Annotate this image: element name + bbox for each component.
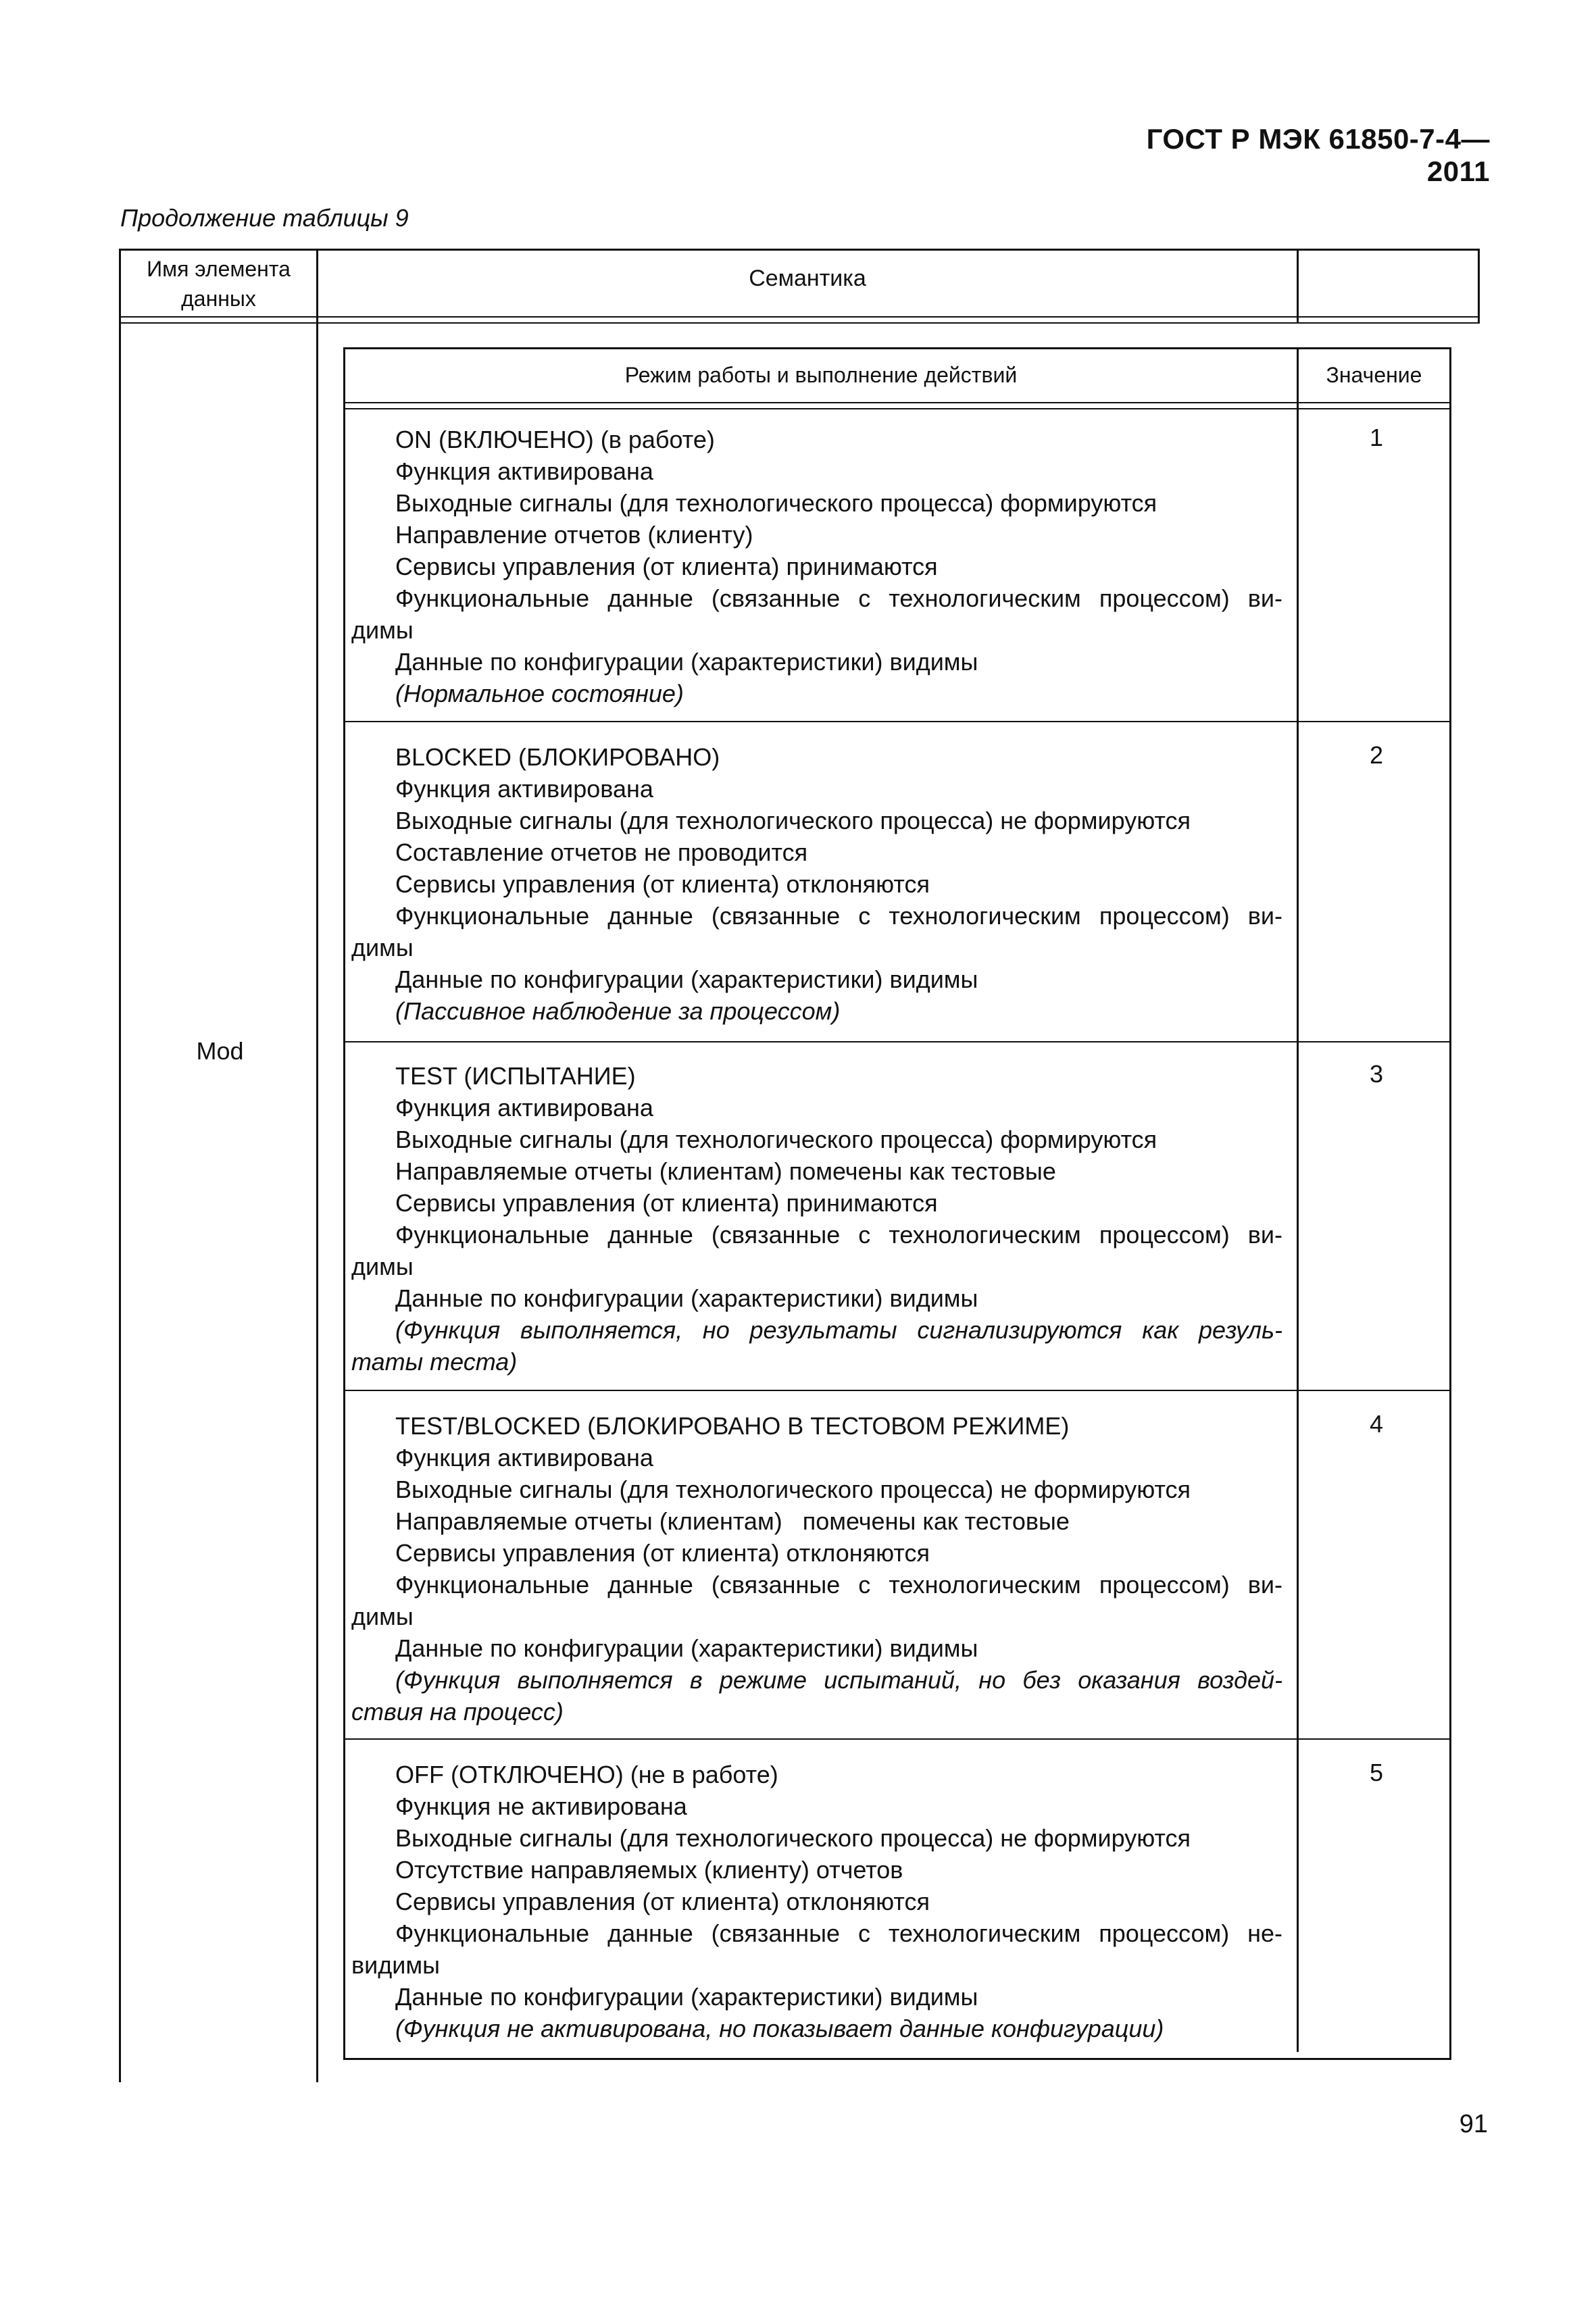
mode-entry-off xyxy=(351,1759,1282,2044)
entry-line: TEST/BLOCKED (БЛОКИРОВАНО В ТЕСТОВОМ РЕЖИМЕ) xyxy=(395,1412,1070,1440)
entry-line: Выходные сигналы (для технологического процесса) не формируются xyxy=(395,807,1191,834)
row-separator xyxy=(343,721,1451,722)
outer-right-border xyxy=(1478,249,1480,323)
inner-top-border xyxy=(343,347,1451,349)
entry-line: Данные по конфигурации (характеристики) видимы xyxy=(395,1983,978,2011)
entry-line: Направляемые отчеты (клиентам) помечены как тестовые xyxy=(395,1157,1056,1185)
entry-line: Функция активирована xyxy=(395,457,653,485)
entry-line: Функциональные данные (связанные с технологическим процессом) ви- xyxy=(395,1571,1282,1599)
inner-col-divider xyxy=(1297,347,1299,2052)
entry-line: Данные по конфигурации (характеристики) видимы xyxy=(395,648,978,676)
mode-value: 4 xyxy=(1369,1410,1384,1438)
entry-line: димы xyxy=(351,934,414,961)
row-separator xyxy=(343,1738,1451,1740)
entry-line: Сервисы управления (от клиента) отклоняются xyxy=(395,1539,930,1567)
entry-line: ствия на процесс) xyxy=(351,1698,564,1726)
inner-bottom-border xyxy=(343,2058,1451,2060)
entry-line: Функциональные данные (связанные с технологическим процессом) ви- xyxy=(395,902,1282,930)
mode-value: 2 xyxy=(1369,741,1384,769)
entry-line: Сервисы управления (от клиента) принимаются xyxy=(395,553,938,580)
entry-line: Функция не активирована xyxy=(395,1792,687,1820)
entry-line: (Функция не активирована, но показывает данные конфигурации) xyxy=(395,2015,1164,2042)
entry-line: димы xyxy=(351,616,414,644)
outer-top-border xyxy=(119,249,1480,251)
entry-line: таты теста) xyxy=(351,1348,518,1376)
entry-line: Выходные сигналы (для технологического процесса) не формируются xyxy=(395,1476,1191,1503)
data-element-name: Mod xyxy=(196,1037,244,1065)
entry-line: Функциональные данные (связанные с технологическим процессом) не- xyxy=(395,1919,1282,1947)
entry-line: Выходные сигналы (для технологического процесса) формируются xyxy=(395,1126,1157,1153)
col-divider-name xyxy=(316,249,318,2082)
entry-line: TEST (ИСПЫТАНИЕ) xyxy=(395,1062,636,1090)
inner-header-value-text: Значение xyxy=(1326,363,1422,387)
document-standard-title: ГОСТ Р МЭК 61850-7-4—2011 xyxy=(1146,123,1490,187)
inner-header-rule-2 xyxy=(343,408,1451,409)
entry-line: Данные по конфигурации (характеристики) видимы xyxy=(395,1634,978,1662)
inner-header-mode-text: Режим работы и выполнение действий xyxy=(624,363,1018,387)
entry-line: Функциональные данные (связанные с технологическим процессом) ви- xyxy=(395,1221,1282,1249)
header-double-rule-1 xyxy=(119,316,1480,318)
entry-line: Сервисы управления (от клиента) отклоняются xyxy=(395,870,930,898)
column-header-semantics-text: Семантика xyxy=(749,266,866,291)
inner-header-value xyxy=(1299,360,1449,390)
row-separator xyxy=(343,1390,1451,1391)
mode-entry-test xyxy=(351,1060,1282,1378)
mode-value: 5 xyxy=(1369,1759,1384,1786)
col-divider-value-head xyxy=(1297,249,1299,323)
mode-value: 1 xyxy=(1369,424,1384,451)
column-header-name xyxy=(121,254,316,313)
mode-entry-blocked xyxy=(351,741,1282,1027)
entry-line: Выходные сигналы (для технологического процесса) формируются xyxy=(395,489,1157,517)
entry-line: Функция активирована xyxy=(395,1444,653,1472)
entry-line: Выходные сигналы (для технологического процесса) не формируются xyxy=(395,1824,1191,1852)
entry-line: Составление отчетов не проводится xyxy=(395,838,808,866)
entry-line: Сервисы управления (от клиента) принимаются xyxy=(395,1189,938,1217)
mode-entry-test-blocked xyxy=(351,1410,1282,1728)
entry-line: Функция активирована xyxy=(395,1094,653,1122)
entry-line: (Функция выполняется в режиме испытаний, но без оказания воздей- xyxy=(395,1666,1282,1694)
entry-line: (Пассивное наблюдение за процессом) xyxy=(395,997,841,1025)
header-double-rule-2 xyxy=(119,322,1480,324)
entry-line: Направление отчетов (клиенту) xyxy=(395,521,753,549)
inner-left-border xyxy=(343,347,345,2060)
row-separator xyxy=(343,1041,1451,1042)
inner-header-mode xyxy=(345,360,1297,390)
entry-line: Отсутствие направляемых (клиенту) отчетов xyxy=(395,1856,903,1884)
entry-line: Сервисы управления (от клиента) отклоняются xyxy=(395,1888,930,1915)
entry-line: ON (ВКЛЮЧЕНО) (в работе) xyxy=(395,426,715,453)
entry-line: видимы xyxy=(351,1951,440,1979)
entry-line: Направляемые отчеты (клиентам) помечены как тестовые xyxy=(395,1507,1070,1535)
entry-line: Данные по конфигурации (характеристики) видимы xyxy=(395,1284,978,1312)
inner-right-border xyxy=(1449,347,1451,2060)
entry-line: BLOCKED (БЛОКИРОВАНО) xyxy=(395,743,720,771)
entry-line: Функциональные данные (связанные с технологическим процессом) ви- xyxy=(395,584,1282,612)
entry-line: димы xyxy=(351,1603,414,1630)
entry-line: (Нормальное состояние) xyxy=(395,680,684,707)
mode-entry-on xyxy=(351,424,1282,709)
page-number: 91 xyxy=(1459,2110,1488,2138)
mode-value: 3 xyxy=(1369,1060,1384,1088)
entry-line: OFF (ОТКЛЮЧЕНО) (не в работе) xyxy=(395,1761,778,1788)
inner-header-rule-1 xyxy=(343,402,1451,403)
outer-left-border xyxy=(119,249,121,2082)
column-header-semantics xyxy=(318,263,1297,293)
entry-line: Функция активирована xyxy=(395,775,653,803)
column-header-name-text: Имя элемента данных xyxy=(147,257,291,311)
entry-line: димы xyxy=(351,1253,414,1280)
entry-line: (Функция выполняется, но результаты сигнализируются как резуль- xyxy=(395,1316,1282,1344)
table-caption: Продолжение таблицы 9 xyxy=(120,204,409,232)
entry-line: Данные по конфигурации (характеристики) видимы xyxy=(395,965,978,993)
